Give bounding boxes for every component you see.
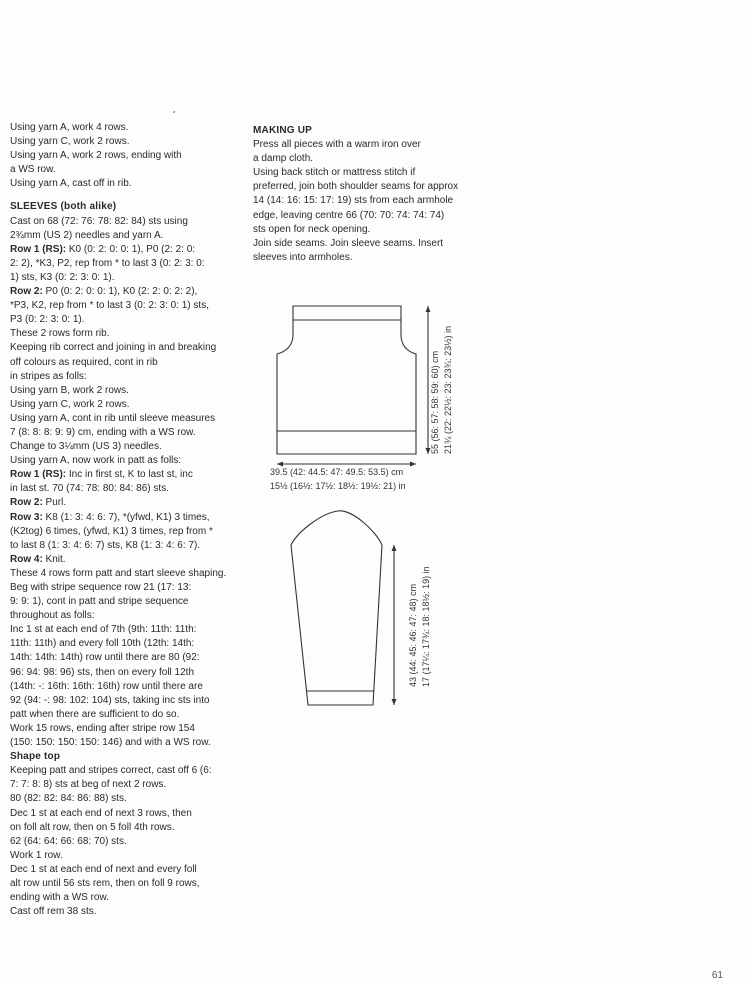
instruction-text: Beg with stripe sequence row 21 (17: 13: (10, 582, 192, 593)
instruction-line (10, 384, 242, 398)
instruction-text: Inc 1 st at each end of 7th (9th: 11th: 11th: (10, 624, 197, 636)
instruction-line (10, 229, 242, 243)
instruction-line: Using yarn C, work 2 rows. (10, 136, 130, 148)
instruction-line (10, 341, 242, 355)
instruction-text: 2¾mm (US 2) needles and yarn A. (10, 229, 164, 241)
row-label: Row 2: (10, 286, 43, 298)
instruction-line: sts open for neck opening. (253, 223, 371, 235)
instruction-text: 96: 94: 98: 96) sts, then on every foll 12th (10, 666, 195, 678)
instruction-text: throughout as folls: (10, 610, 95, 622)
instruction-line: Dec 1 st at each end of next 3 rows, then (10, 807, 192, 819)
instruction-line (10, 482, 242, 496)
instruction-line (10, 412, 242, 426)
instruction-text: Using yarn A, now work in patt as folls: (10, 455, 182, 467)
instruction-line (10, 257, 242, 271)
instruction-text: *P3, K2, rep from * to last 3 (0: 2: 3: 0: 1) sts, (10, 300, 209, 312)
instruction-line: ending with a WS row. (10, 892, 109, 904)
instruction-line (10, 356, 242, 370)
instruction-line (10, 440, 242, 454)
instruction-line: sleeves into armholes. (253, 251, 353, 263)
sleeves-instructions (10, 215, 242, 751)
instruction-text: Using yarn B, work 2 rows. (10, 384, 129, 396)
instruction-line (10, 511, 242, 525)
instruction-line: Keeping patt and stripes correct, cast off 6 (6: (10, 765, 212, 777)
body-width-cm: 39.5 (42: 44.5: 47: 49.5: 53.5) cm (270, 467, 404, 477)
instruction-line (10, 708, 242, 722)
instruction-line (10, 553, 242, 567)
instruction-line (10, 539, 242, 553)
instruction-line (10, 736, 242, 750)
shape-top-heading: Shape top (10, 751, 61, 763)
instruction-line: preferred, join both shoulder seams for approx (253, 181, 459, 193)
row-label: Row 4: (10, 553, 43, 565)
instruction-text: K0 (0: 2: 0: 0: 1), P0 (2: 2: 0: (66, 243, 196, 255)
instruction-text: Knit. (42, 553, 66, 565)
making-up-heading: MAKING UP (253, 125, 313, 136)
instruction-text: K8 (1: 3: 4: 6: 7), *(yfwd, K1) 3 times, (42, 511, 210, 523)
instruction-text: patt when there are sufficient to do so. (10, 708, 180, 720)
instruction-line: 7: 7: 8: 8) sts at beg of next 2 rows. (10, 779, 167, 791)
instruction-line: Cast off rem 38 sts. (10, 906, 97, 918)
instruction-line (10, 398, 242, 412)
instruction-line (10, 327, 242, 341)
instruction-text: Keeping rib correct and joining in and breaking (10, 342, 217, 354)
sleeves-heading: SLEEVES (both alike) (10, 201, 117, 213)
instruction-text: Cast on 68 (72: 76: 78: 82: 84) sts using (10, 215, 188, 227)
instruction-line (10, 637, 242, 651)
instruction-text: 11th: 11th) and every foll 10th (12th: 14th: (10, 638, 195, 650)
row-label: Row 1 (RS): (10, 243, 67, 255)
body-height-cm: 55 (56: 57: 58: 59: 60) cm (430, 350, 440, 454)
instruction-text: to last 8 (1: 3: 4: 6: 7) sts, K8 (1: 3: 4: 6: 7). (10, 539, 201, 551)
instruction-line (10, 370, 242, 384)
instruction-text: in last st. 70 (74: 78: 80: 84: 86) sts. (10, 483, 169, 495)
instruction-text: off colours as required, cont in rib (10, 356, 158, 368)
instruction-line (10, 567, 242, 581)
sleeve-outline (291, 511, 382, 705)
instruction-line: Using yarn A, work 4 rows. (10, 122, 129, 133)
instruction-line: a WS row. (10, 164, 56, 176)
intro-instructions (10, 121, 242, 191)
instruction-text: These 2 rows form rib. (10, 328, 110, 340)
instruction-line (10, 454, 242, 468)
instruction-line: 62 (64: 64: 66: 68: 70) sts. (10, 835, 127, 847)
instruction-text: 1) sts, K3 (0: 2: 3: 0: 1). (10, 271, 115, 283)
instruction-line (10, 243, 242, 257)
row-label: Row 1 (RS): (10, 469, 67, 481)
instruction-line (10, 426, 242, 440)
instruction-line (10, 595, 242, 609)
instruction-text: 7 (8: 8: 8: 9: 9) cm, ending with a WS row. (10, 426, 196, 438)
left-column (10, 121, 242, 919)
pen-mark: ˊ (172, 109, 176, 123)
body-width-in: 15½ (16½: 17½: 18½: 19½: 21) in (270, 481, 406, 491)
instruction-line: a damp cloth. (253, 153, 314, 165)
instruction-text: Work 15 rows, ending after stripe row 154 (10, 722, 195, 734)
instruction-line (10, 680, 242, 694)
row-label: Row 3: (10, 511, 43, 523)
instruction-line (10, 694, 242, 708)
instruction-text: 9: 9: 1), cont in patt and stripe sequence (10, 596, 189, 608)
instruction-line: Press all pieces with a warm iron over (253, 139, 421, 151)
instruction-text: (150: 150: 150: 150: 146) and with a WS row. (10, 737, 211, 749)
instruction-text: 92 (94: -: 98: 102: 104) sts, taking inc sts into (10, 694, 210, 706)
instruction-text: Change to 3¼mm (US 3) needles. (10, 441, 162, 453)
instruction-line: alt row until 56 sts rem, then on foll 9 rows, (10, 877, 200, 889)
instruction-line: Using back stitch or mattress stitch if (253, 167, 416, 179)
instruction-text: 14th: 14th: 14th) row until there are 80 (92: (10, 652, 200, 664)
instruction-line (10, 271, 242, 285)
body-schematic (262, 300, 462, 500)
instruction-line: 80 (82: 82: 84: 86: 88) sts. (10, 793, 127, 805)
instruction-text: in stripes as folls: (10, 370, 87, 382)
instruction-text: Purl. (42, 497, 67, 509)
instruction-line (10, 313, 242, 327)
row-label: Row 2: (10, 497, 43, 509)
instruction-text: Using yarn A, cont in rib until sleeve measures (10, 412, 216, 424)
instruction-line (10, 722, 242, 736)
instruction-line (10, 215, 242, 229)
body-outline (277, 306, 416, 454)
instruction-line (10, 299, 242, 313)
instruction-text: 2: 2), *K3, P2, rep from * to last 3 (0: 2: 3: 0: (10, 257, 205, 269)
instruction-text: These 4 rows form patt and start sleeve shaping. (10, 567, 227, 579)
body-height-in: 21¾ (22: 22½: 23: 23¾: 23½) in (443, 325, 453, 454)
instruction-text: Using yarn C, work 2 rows. (10, 398, 130, 410)
instruction-line: 14 (14: 16: 15: 17: 19) sts from each armhole (253, 195, 454, 207)
making-up-instructions (253, 138, 473, 265)
instruction-line: Join side seams. Join sleeve seams. Insert (253, 237, 444, 249)
instruction-line (10, 666, 242, 680)
sleeve-schematic (272, 505, 452, 720)
instruction-line (10, 581, 242, 595)
shape-top-instructions (10, 764, 242, 919)
instruction-line: edge, leaving centre 66 (70: 70: 74: 74: 74) (253, 209, 445, 221)
instruction-line: on foll alt row, then on 5 foll 4th rows. (10, 821, 175, 833)
instruction-line (10, 525, 242, 539)
right-column (253, 124, 473, 265)
instruction-text: P0 (0: 2: 0: 0: 1), K0 (2: 2: 0: 2: 2), (42, 286, 198, 298)
instruction-text: (14th: -: 16th: 16th: 16th) row until there are (10, 680, 203, 692)
page-number: 61 (711, 970, 723, 981)
instruction-line (10, 496, 242, 510)
instruction-line (10, 609, 242, 623)
instruction-line (10, 623, 242, 637)
instruction-line (10, 651, 242, 665)
instruction-line: Work 1 row. (10, 849, 63, 861)
instruction-line: Using yarn A, work 2 rows, ending with (10, 150, 182, 162)
instruction-line (10, 468, 242, 482)
sleeve-length-in: 17 (17¼: 17¾: 18: 18½: 19) in (421, 566, 431, 687)
instruction-line: Dec 1 st at each end of next and every foll (10, 863, 197, 875)
instruction-text: Inc in first st, K to last st, inc (66, 469, 193, 481)
instruction-text: P3 (0: 2: 3: 0: 1). (10, 314, 85, 326)
instruction-text: (K2tog) 6 times, (yfwd, K1) 3 times, rep from * (10, 525, 213, 537)
instruction-line: Using yarn A, cast off in rib. (10, 178, 132, 190)
instruction-line (10, 285, 242, 299)
sleeve-length-cm: 43 (44: 45: 46: 47: 48) cm (408, 583, 418, 687)
